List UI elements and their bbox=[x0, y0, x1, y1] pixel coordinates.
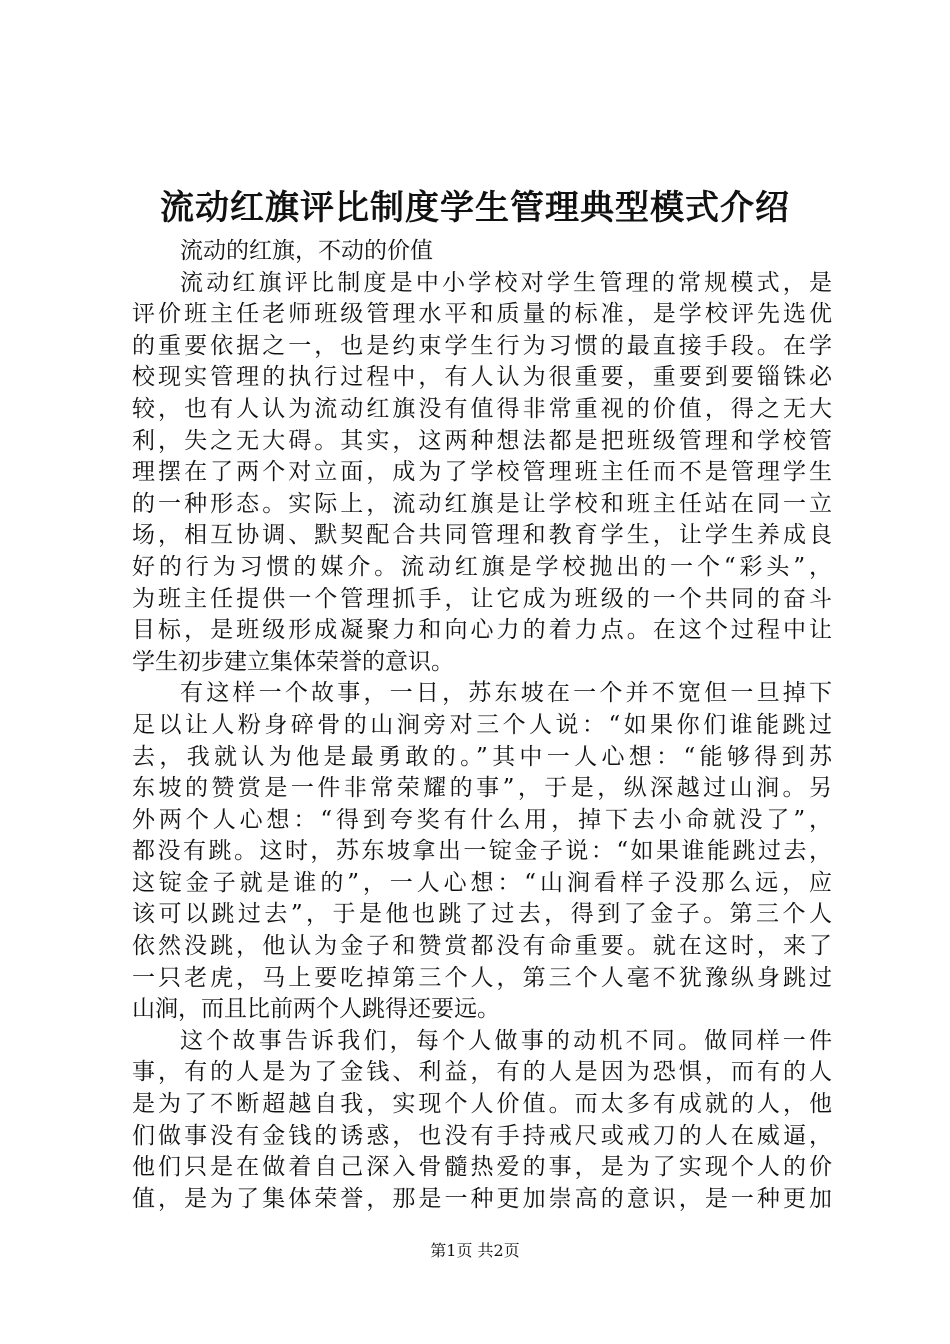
text-line: 的一种形态。实际上，流动红旗是让学校和班主任站在同一立 bbox=[132, 490, 832, 517]
text-line: 一只老虎，马上要吃掉第三个人，第三个人毫不犹豫纵身跳过 bbox=[132, 964, 832, 991]
document-title: 流动红旗评比制度学生管理典型模式介绍 bbox=[160, 188, 790, 228]
text-line: 他们只是在做着自己深入骨髓热爱的事，是为了实现个人的价 bbox=[132, 1154, 832, 1181]
text-line: 都没有跳。这时，苏东坡拿出一锭金子说：“如果谁能跳过去， bbox=[132, 838, 832, 865]
text-line: 有这样一个故事，一日，苏东坡在一个并不宽但一旦掉下 bbox=[180, 680, 832, 707]
text-line: 是为了不断超越自我，实现个人价值。而太多有成就的人，他 bbox=[132, 1091, 832, 1118]
subtitle-line: 流动的红旗，不动的价值 bbox=[180, 238, 433, 264]
text-line: 理摆在了两个对立面，成为了学校管理班主任而不是管理学生 bbox=[132, 459, 832, 486]
text-line: 的重要依据之一，也是约束学生行为习惯的最直接手段。在学 bbox=[132, 332, 832, 359]
text-line: 去，我就认为他是最勇敢的。”其中一人心想：“能够得到苏 bbox=[132, 743, 832, 770]
text-line: 流动红旗评比制度是中小学校对学生管理的常规模式，是 bbox=[180, 269, 832, 296]
text-line: 依然没跳，他认为金子和赞赏都没有命重要。就在这时，来了 bbox=[132, 933, 832, 960]
text-line: 校现实管理的执行过程中，有人认为很重要，重要到要锱铢必 bbox=[132, 364, 832, 391]
text-line: 们做事没有金钱的诱惑，也没有手持戒尺或戒刀的人在威逼， bbox=[132, 1122, 832, 1149]
text-line: 好的行为习惯的媒介。流动红旗是学校抛出的一个“彩头”， bbox=[132, 553, 832, 580]
text-line: 利，失之无大碍。其实，这两种想法都是把班级管理和学校管 bbox=[132, 427, 832, 454]
text-line: 场，相互协调、默契配合共同管理和教育学生，让学生养成良 bbox=[132, 522, 832, 549]
page-number-footer: 第1页 共2页 bbox=[430, 1241, 520, 1260]
text-line: 东坡的赞赏是一件非常荣耀的事”，于是，纵深越过山涧。另 bbox=[132, 775, 832, 802]
text-line: 较，也有人认为流动红旗没有值得非常重视的价值，得之无大 bbox=[132, 395, 832, 422]
text-line: 目标，是班级形成凝聚力和向心力的着力点。在这个过程中让 bbox=[132, 617, 832, 644]
text-line: 该可以跳过去”，于是他也跳了过去，得到了金子。第三个人 bbox=[132, 901, 832, 928]
text-line: 为班主任提供一个管理抓手，让它成为班级的一个共同的奋斗 bbox=[132, 585, 832, 612]
text-line: 评价班主任老师班级管理水平和质量的标准，是学校评先选优 bbox=[132, 301, 832, 328]
text-line: 这个故事告诉我们，每个人做事的动机不同。做同样一件 bbox=[180, 1027, 832, 1054]
text-line: 山涧，而且比前两个人跳得还要远。 bbox=[132, 996, 500, 1023]
text-line: 事，有的人是为了金钱、利益，有的人是因为恐惧，而有的人 bbox=[132, 1059, 832, 1086]
text-line: 足以让人粉身碎骨的山涧旁对三个人说：“如果你们谁能跳过 bbox=[132, 711, 832, 738]
text-line: 这锭金子就是谁的”，一人心想：“山涧看样子没那么远，应 bbox=[132, 869, 832, 896]
text-line: 外两个人心想：“得到夸奖有什么用，掉下去小命就没了”， bbox=[132, 806, 832, 833]
text-line: 值，是为了集体荣誉，那是一种更加崇高的意识，是一种更加 bbox=[132, 1185, 832, 1212]
document-body bbox=[132, 236, 832, 1215]
text-line: 学生初步建立集体荣誉的意识。 bbox=[132, 648, 454, 675]
